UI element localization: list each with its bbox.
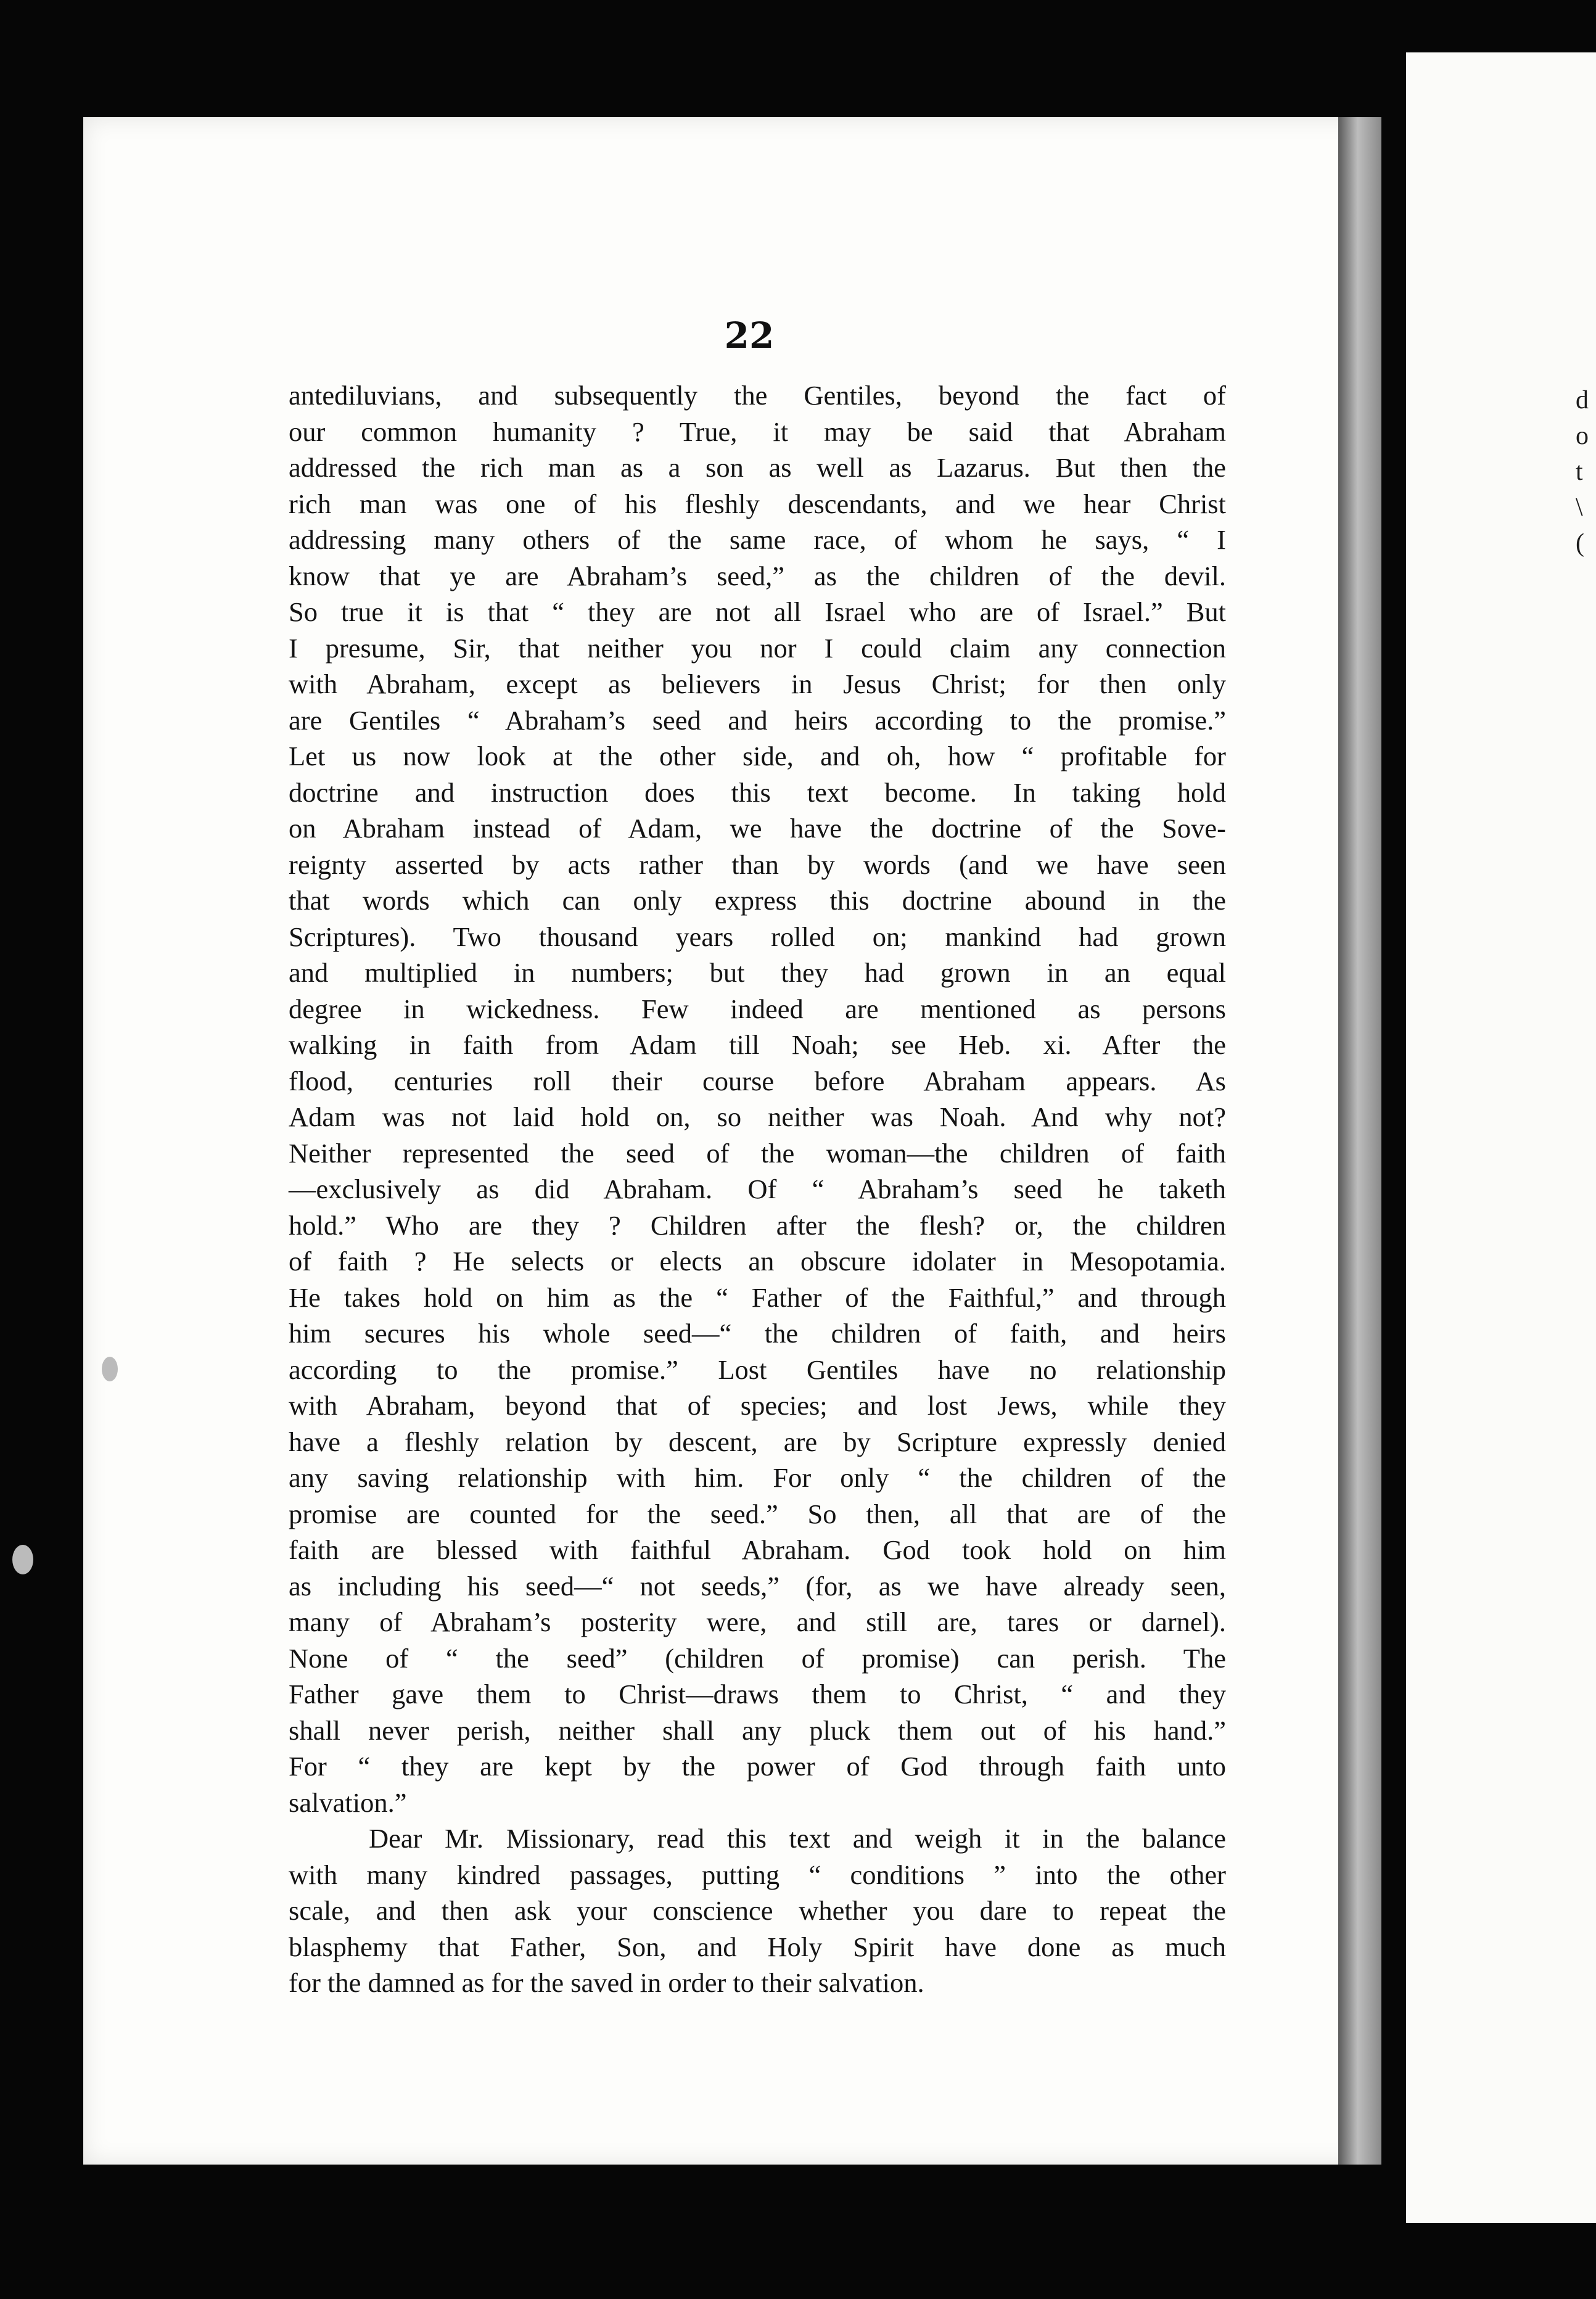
- text-line: antediluvians, and subsequently the Gentiles, beyond the fact of: [289, 380, 1226, 411]
- facing-fragment: \: [1576, 493, 1583, 522]
- body-text: [289, 377, 1226, 2001]
- facing-page-text-fragments: [1576, 382, 1596, 561]
- text-line: that words which can only express this doctrine abound in the: [289, 885, 1226, 916]
- text-line: Scriptures). Two thousand years rolled on; mankind had grown: [289, 921, 1226, 952]
- scan-speck: [12, 1545, 33, 1574]
- text-line: Let us now look at the other side, and oh, how “ profitable for: [289, 741, 1226, 771]
- facing-fragment: o: [1576, 422, 1589, 450]
- page-gutter: [1338, 117, 1381, 2165]
- text-line: have a fleshly relation by descent, are by Scripture expressly denied: [289, 1426, 1226, 1457]
- facing-fragment: (: [1576, 529, 1584, 557]
- text-line: walking in faith from Adam till Noah; see Heb. xi. After the: [289, 1029, 1226, 1060]
- text-line: him secures his whole seed—“ the children of faith, and heirs: [289, 1318, 1226, 1349]
- scan-speck: [102, 1357, 118, 1381]
- text-line: faith are blessed with faithful Abraham. God took hold on him: [289, 1534, 1226, 1565]
- text-line: rich man was one of his fleshly descendants, and we hear Christ: [289, 488, 1226, 519]
- text-line: on Abraham instead of Adam, we have the doctrine of the Sove-: [289, 813, 1226, 844]
- text-line: any saving relationship with him. For only “ the children of the: [289, 1462, 1226, 1493]
- page-number: 22: [724, 315, 775, 356]
- text-line: For “ they are kept by the power of God through faith unto: [289, 1751, 1226, 1782]
- text-line: of faith ? He selects or elects an obscure idolater in Mesopotamia.: [289, 1246, 1226, 1277]
- text-line: know that ye are Abraham’s seed,” as the children of the devil.: [289, 560, 1226, 591]
- facing-page: [1406, 52, 1596, 2223]
- text-line: —exclusively as did Abraham. Of “ Abraham’s seed he taketh: [289, 1174, 1226, 1204]
- text-line: with Abraham, except as believers in Jesus Christ; for then only: [289, 668, 1226, 699]
- text-line: many of Abraham’s posterity were, and still are, tares or darnel).: [289, 1606, 1226, 1637]
- text-line: promise are counted for the seed.” So then, all that are of the: [289, 1498, 1226, 1529]
- text-line: I presume, Sir, that neither you nor I could claim any connection: [289, 632, 1226, 664]
- text-line: blasphemy that Father, Son, and Holy Spirit have done as much: [289, 1931, 1226, 1962]
- text-line: with many kindred passages, putting “ conditions ” into the other: [289, 1859, 1226, 1890]
- text-line: Neither represented the seed of the woman—the children of faith: [289, 1137, 1226, 1169]
- text-line: Adam was not laid hold on, so neither was Noah. And why not?: [289, 1101, 1226, 1132]
- text-line: scale, and then ask your conscience whether you dare to repeat the: [289, 1895, 1226, 1926]
- paragraph: [289, 377, 1226, 1820]
- text-line: hold.” Who are they ? Children after the flesh? or, the children: [289, 1209, 1226, 1241]
- text-line: shall never perish, neither shall any pluck them out of his hand.”: [289, 1714, 1226, 1746]
- text-line: addressing many others of the same race, of whom he says, “ I: [289, 524, 1226, 555]
- text-line: He takes hold on him as the “ Father of the Faithful,” and through: [289, 1281, 1226, 1313]
- text-line: according to the promise.” Lost Gentiles have no relationship: [289, 1354, 1226, 1385]
- facing-fragment: t: [1576, 458, 1583, 486]
- paragraph: [289, 1820, 1226, 2001]
- text-line: Dear Mr. Missionary, read this text and weigh it in the balance: [369, 1823, 1226, 1854]
- text-line: Father gave them to Christ—draws them to Christ, “ and they: [289, 1679, 1226, 1709]
- text-line: are Gentiles “ Abraham’s seed and heirs according to the promise.”: [289, 704, 1226, 736]
- text-line: doctrine and instruction does this text become. In taking hold: [289, 776, 1226, 808]
- text-line: So true it is that “ they are not all Israel who are of Israel.” But: [289, 596, 1226, 627]
- text-line: reignty asserted by acts rather than by words (and we have seen: [289, 849, 1226, 880]
- facing-fragment: d: [1576, 386, 1589, 414]
- text-line: and multiplied in numbers; but they had grown in an equal: [289, 957, 1226, 988]
- text-line: addressed the rich man as a son as well as Lazarus. But then the: [289, 452, 1226, 483]
- text-line: with Abraham, beyond that of species; and lost Jews, while they: [289, 1390, 1226, 1421]
- text-line: degree in wickedness. Few indeed are mentioned as persons: [289, 993, 1226, 1024]
- text-line: salvation.”: [289, 1787, 407, 1818]
- text-line: as including his seed—“ not seeds,” (for, as we have already seen,: [289, 1570, 1226, 1602]
- text-line: our common humanity ? True, it may be said that Abraham: [289, 416, 1226, 447]
- text-line: flood, centuries roll their course before Abraham appears. As: [289, 1065, 1226, 1096]
- text-line: None of “ the seed” (children of promise) can perish. The: [289, 1642, 1226, 1674]
- text-line: for the damned as for the saved in order to their salvation.: [289, 1967, 924, 1998]
